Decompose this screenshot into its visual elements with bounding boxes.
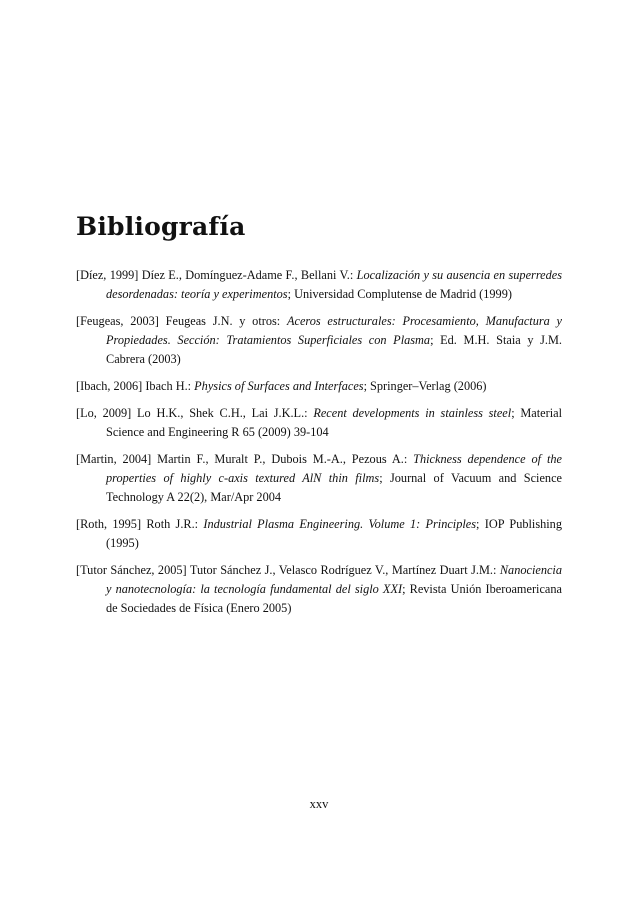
citation-key: [Roth, 1995] [76,517,142,531]
citation-authors: Roth J.R.: [146,517,199,531]
bibliography-entry [76,377,562,396]
citation-key: [Díez, 1999] [76,268,139,282]
page-number: xxv [309,797,329,811]
citation-key: [Tutor Sánchez, 2005] [76,563,187,577]
citation-details: ; Material Science and Engineering R 65 (2009) 39-104 [106,406,563,439]
citation-authors: Ibach H.: [145,379,192,393]
citation-authors: Lo H.K., Shek C.H., Lai J.K.L.: [137,406,308,420]
citation-details: ; IOP Publishing (1995) [106,517,562,550]
citation-key: [Ibach, 2006] [76,379,143,393]
citation-key: [Lo, 2009] [76,406,132,420]
citation-title: Thickness dependence of the properties of highly c-axis textured AlN thin films [106,452,562,485]
citation-details: ; Journal of Vacuum and Science Technology A 22(2), Mar/Apr 2004 [106,471,562,504]
bibliography-entry [76,404,562,442]
citation-authors: Martin F., Muralt P., Dubois M.-A., Pezous A.: [157,452,408,466]
bibliography-entry [76,312,562,369]
citation-authors: Díez E., Domínguez-Adame F., Bellani V.: [141,268,354,282]
page-title: Bibliografía [76,212,246,241]
citation-details: ; Universidad Complutense de Madrid (1999) [287,287,512,301]
bibliography-entry [76,561,562,618]
citation-title: Aceros estructurales: Procesamiento, Manufactura y Propiedades. Sección: Tratamientos Superficiales con Plasma [106,314,563,347]
bibliography-entry [76,266,562,304]
bibliography-list [76,266,562,626]
citation-title: Nanociencia y nanotecnología: la tecnología fundamental del siglo XXI [106,563,562,596]
bibliography-entry [76,515,562,553]
citation-key: [Feugeas, 2003] [76,314,159,328]
citation-details: ; Springer–Verlag (2006) [363,379,487,393]
citation-title: Industrial Plasma Engineering. Volume 1: Principles [203,517,477,531]
citation-details: ; Ed. M.H. Staia y J.M. Cabrera (2003) [106,333,562,366]
citation-authors: Tutor Sánchez J., Velasco Rodríguez V., Martínez Duart J.M.: [189,563,497,577]
citation-title: Localización y su ausencia en superredes desordenadas: teoría y experimentos [106,268,562,301]
citation-title: Recent developments in stainless steel [313,406,512,420]
citation-details: ; Revista Unión Iberoamericana de Sociedades de Física (Enero 2005) [106,582,562,615]
citation-title: Physics of Surfaces and Interfaces [194,379,364,393]
bibliography-entry [76,450,562,507]
citation-authors: Feugeas J.N. y otros: [165,314,281,328]
citation-key: [Martin, 2004] [76,452,152,466]
